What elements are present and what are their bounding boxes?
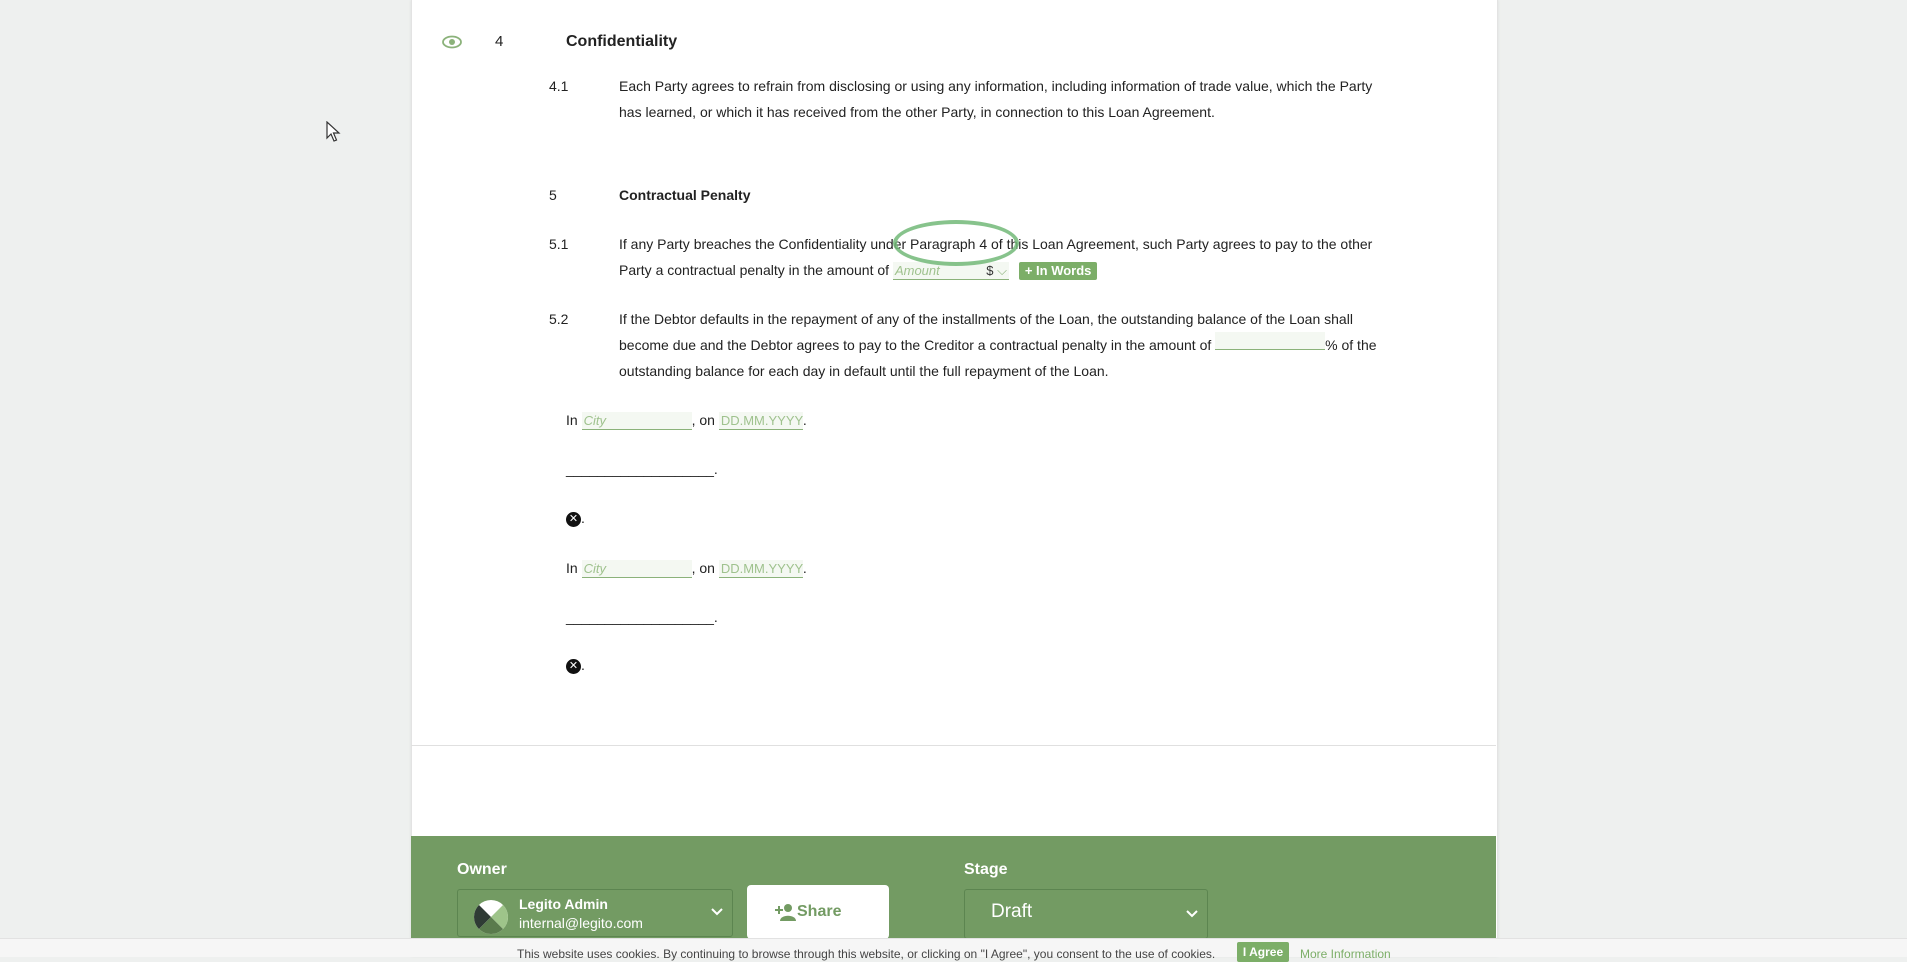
owner-name: Legito Admin xyxy=(519,896,608,912)
in-label: In xyxy=(566,412,578,428)
chevron-down-icon xyxy=(1185,906,1199,922)
more-information-link[interactable]: More Information xyxy=(1300,947,1391,961)
currency-select[interactable] xyxy=(986,262,1007,279)
signature-remove: ✕ . xyxy=(566,505,585,531)
stage-label: Stage xyxy=(964,861,1008,878)
signature-line: ___________________. xyxy=(566,461,718,477)
clause-text-line xyxy=(619,257,1097,283)
eye-icon[interactable] xyxy=(442,34,462,50)
chevron-down-icon: ⌵ xyxy=(997,263,1007,278)
signature-place-date xyxy=(566,407,807,433)
clause-text-line: outstanding balance for each day in default until the full repayment of the Loan. xyxy=(619,363,1109,379)
stage-value: Draft xyxy=(991,901,1033,922)
owner-email: internal@legito.com xyxy=(519,915,643,931)
clause-number: 5.2 xyxy=(549,311,569,327)
period: . xyxy=(802,412,807,428)
owner-select[interactable] xyxy=(457,889,733,937)
in-label: In xyxy=(566,560,578,576)
on-label: , on xyxy=(691,560,715,576)
city-field[interactable]: City xyxy=(582,560,692,578)
amount-placeholder: Amount xyxy=(894,263,940,278)
add-user-icon xyxy=(775,903,799,921)
signature-remove: ✕ . xyxy=(566,652,585,678)
share-button[interactable] xyxy=(747,885,889,939)
section-number: 5 xyxy=(549,187,557,203)
avatar xyxy=(474,900,508,934)
date-field[interactable]: DD.MM.YYYY xyxy=(720,561,804,576)
clause-text: Party a contractual penalty in the amount of xyxy=(619,262,890,278)
page-divider xyxy=(411,745,1496,746)
stage-select[interactable] xyxy=(964,889,1208,939)
clause-text-line xyxy=(619,332,1377,358)
chevron-down-icon xyxy=(710,904,724,920)
close-icon[interactable]: ✕ xyxy=(566,659,581,674)
signature-line: ___________________. xyxy=(566,609,718,625)
highlight-circle xyxy=(893,220,1019,266)
clause-text-line: If the Debtor defaults in the repayment of any of the installments of the Loan, the outstanding balance of the Loan shall xyxy=(619,311,1353,327)
clause-text-line: If any Party breaches the Confidentiality under Paragraph 4 of this Loan Agreement, such Party agrees to pay to the other xyxy=(619,236,1373,252)
signature-place-date xyxy=(566,555,807,581)
date-field[interactable]: DD.MM.YYYY xyxy=(720,413,804,428)
clause-text: % of the xyxy=(1325,337,1377,353)
close-icon[interactable]: ✕ xyxy=(566,512,581,527)
percentage-field[interactable] xyxy=(1215,332,1325,350)
clause-text: become due and the Debtor agrees to pay to the Creditor a contractual penalty in the amount of xyxy=(619,337,1212,353)
owner-label: Owner xyxy=(457,861,507,878)
mouse-cursor-icon xyxy=(326,121,342,143)
section-title-confidentiality: Confidentiality xyxy=(566,33,678,50)
on-label: , on xyxy=(691,412,715,428)
share-label: Share xyxy=(797,903,842,920)
clause-text-line: Each Party agrees to refrain from disclosing or using any information, including information of trade value, which the Party xyxy=(619,78,1373,94)
cookie-text: This website uses cookies. By continuing to browse through this website, or clicking on "I Agree", you consent to the use of cookies. xyxy=(517,947,1216,961)
clause-number: 5.1 xyxy=(549,236,569,252)
section-number: 4 xyxy=(495,33,504,50)
section-title-contractual-penalty: Contractual Penalty xyxy=(619,187,751,203)
in-words-button[interactable]: + In Words xyxy=(1019,262,1098,280)
logo-icon xyxy=(474,900,508,934)
city-field[interactable]: City xyxy=(582,412,692,430)
period: . xyxy=(802,560,807,576)
agree-button[interactable]: I Agree xyxy=(1237,942,1289,962)
clause-text-line: has learned, or which it has received from the other Party, in connection to this Loan Agreement. xyxy=(619,104,1215,120)
cookie-banner xyxy=(0,938,1907,961)
clause-number: 4.1 xyxy=(549,78,569,94)
currency-label: $ xyxy=(986,263,994,278)
